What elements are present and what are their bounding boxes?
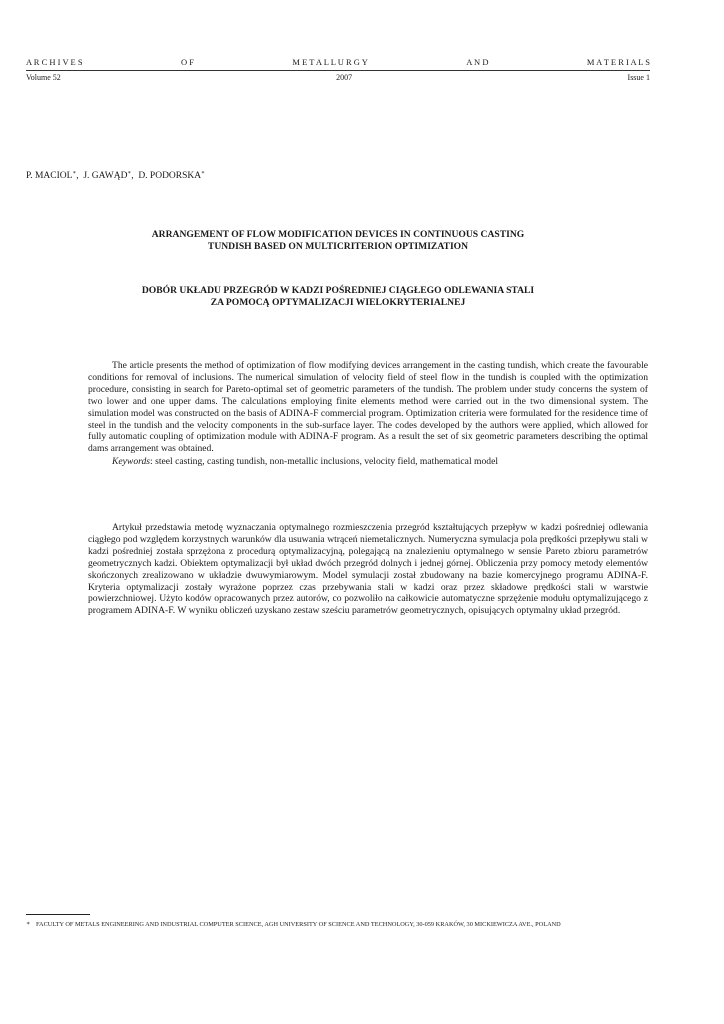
polish-abstract	[88, 522, 648, 617]
journal-word: M A T E R I A L S	[586, 57, 650, 67]
author-name: P. MACIOL	[26, 171, 73, 182]
title-line: TUNDISH BASED ON MULTICRITERION OPTIMIZATION	[207, 241, 469, 252]
keywords	[88, 456, 648, 468]
journal-word: A R C H I V E S	[26, 57, 83, 67]
author-list: P. MACIOL∗, J. GAWĄD∗, D. PODORSKA∗	[26, 170, 205, 182]
footnote-mark: ∗	[26, 921, 31, 927]
affiliation-mark: ∗	[72, 170, 77, 176]
journal-word: O F	[181, 57, 194, 67]
journal-word: A N D	[466, 57, 489, 67]
affiliation-text: FACULTY OF METALS ENGINEERING AND INDUSTRIAL COMPUTER SCIENCE, AGH UNIVERSITY OF SCIENCE AND TECHNOLOGY, 30-059 KRAKÓW, 30 MICKIEWICZA AVE., POLAND	[36, 921, 561, 928]
author-name: D. PODORSKA	[138, 171, 202, 182]
polish-abstract-text: Artykuł przedstawia metodę wyznaczania optymalnego rozmieszczenia przegród kształtujących przepływ w kadzi pośredniej odlewania ciągłego pod względem korzystnych warunków dla usuwania wtrąceń niemetalicznych. Numeryczna symulacja pola prędkości przepływu stali w kadzi pośredniej została sprzężona z procedurą optymalizacyjną, polegającą na znalezieniu optymalnego w sensie Pareto zbioru parametrów geometrycznych kadzi. Obiektem optymalizacji był układ dwóch przegród dolnych i jednej górnej. Obliczenia przy pomocy metody elementów skończonych zrealizowano w układzie dwuwymiarowym. Model symulacji został zbudowany na bazie komercyjnego programu ADINA-F. Kryteria optymalizacji zostały wyrażone poprzez czas przebywania stali w kadzi oraz przez składowe prędkości stali w warstwie powierzchniowej. Użyto kodów opracowanych przez autorów, co pozwoliło na całkowicie automatyczne sprzężenie modułu optymalizującego z programem ADINA-F. W wyniku obliczeń uzyskano zestaw sześciu parametrów geometrycznych, opisujących optymalny układ przegród.	[88, 522, 648, 617]
journal-title	[26, 57, 650, 67]
header-rule	[26, 70, 650, 71]
affiliation-mark: ∗	[201, 170, 205, 176]
title-line: ZA POMOCĄ OPTYMALIZACJI WIELOKRYTERIALNEJ	[210, 297, 466, 308]
abstract	[88, 360, 648, 468]
journal-word: M E T A L L U R G Y	[292, 57, 368, 67]
footnote	[26, 920, 650, 929]
title-line: DOBÓR UKŁADU PRZEGRÓD W KADZI POŚREDNIEJ CIĄGŁEGO ODLEWANIA STALI	[141, 285, 535, 296]
footnote-rule	[26, 914, 90, 915]
running-header	[26, 57, 650, 82]
year: 2007	[336, 73, 353, 82]
author-name: J. GAWĄD	[83, 171, 128, 182]
title-english	[60, 229, 616, 253]
keywords-label: Keywords	[112, 456, 151, 468]
affiliation-mark: ∗	[127, 170, 132, 176]
title-polish	[60, 285, 616, 309]
keywords-list: : steel casting, casting tundish, non-metallic inclusions, velocity field, mathematical model	[150, 456, 498, 468]
abstract-text: The article presents the method of optimization of flow modifying devices arrangement in the casting tundish, which create the favourable conditions for removal of inclusions. The numerical simulation of velocity field of steel flow in the tundish is coupled with the optimization procedure, consisting in search for Pareto-optimal set of geometric parameters of the tundish. The problem under study concerns the system of two lower and one upper dams. The calculations employing finite elements method were carried out in the two dimensional system. The simulation model was constructed on the basis of ADINA-F commercial program. Optimization criteria were formulated for the residence time of steel in the tundish and the velocity components in the sub-surface layer. The codes developed by the authors were applied, which allowed for fully automatic coupling of optimization module with ADINA-F program. As a result the set of six geometric parameters describing the optimal dams arrangement was obtained.	[88, 360, 648, 455]
issue-meta	[26, 73, 650, 82]
volume: Volume 52	[26, 73, 61, 82]
issue: Issue 1	[627, 73, 650, 82]
title-line: ARRANGEMENT OF FLOW MODIFICATION DEVICES IN CONTINUOUS CASTING	[151, 229, 525, 240]
